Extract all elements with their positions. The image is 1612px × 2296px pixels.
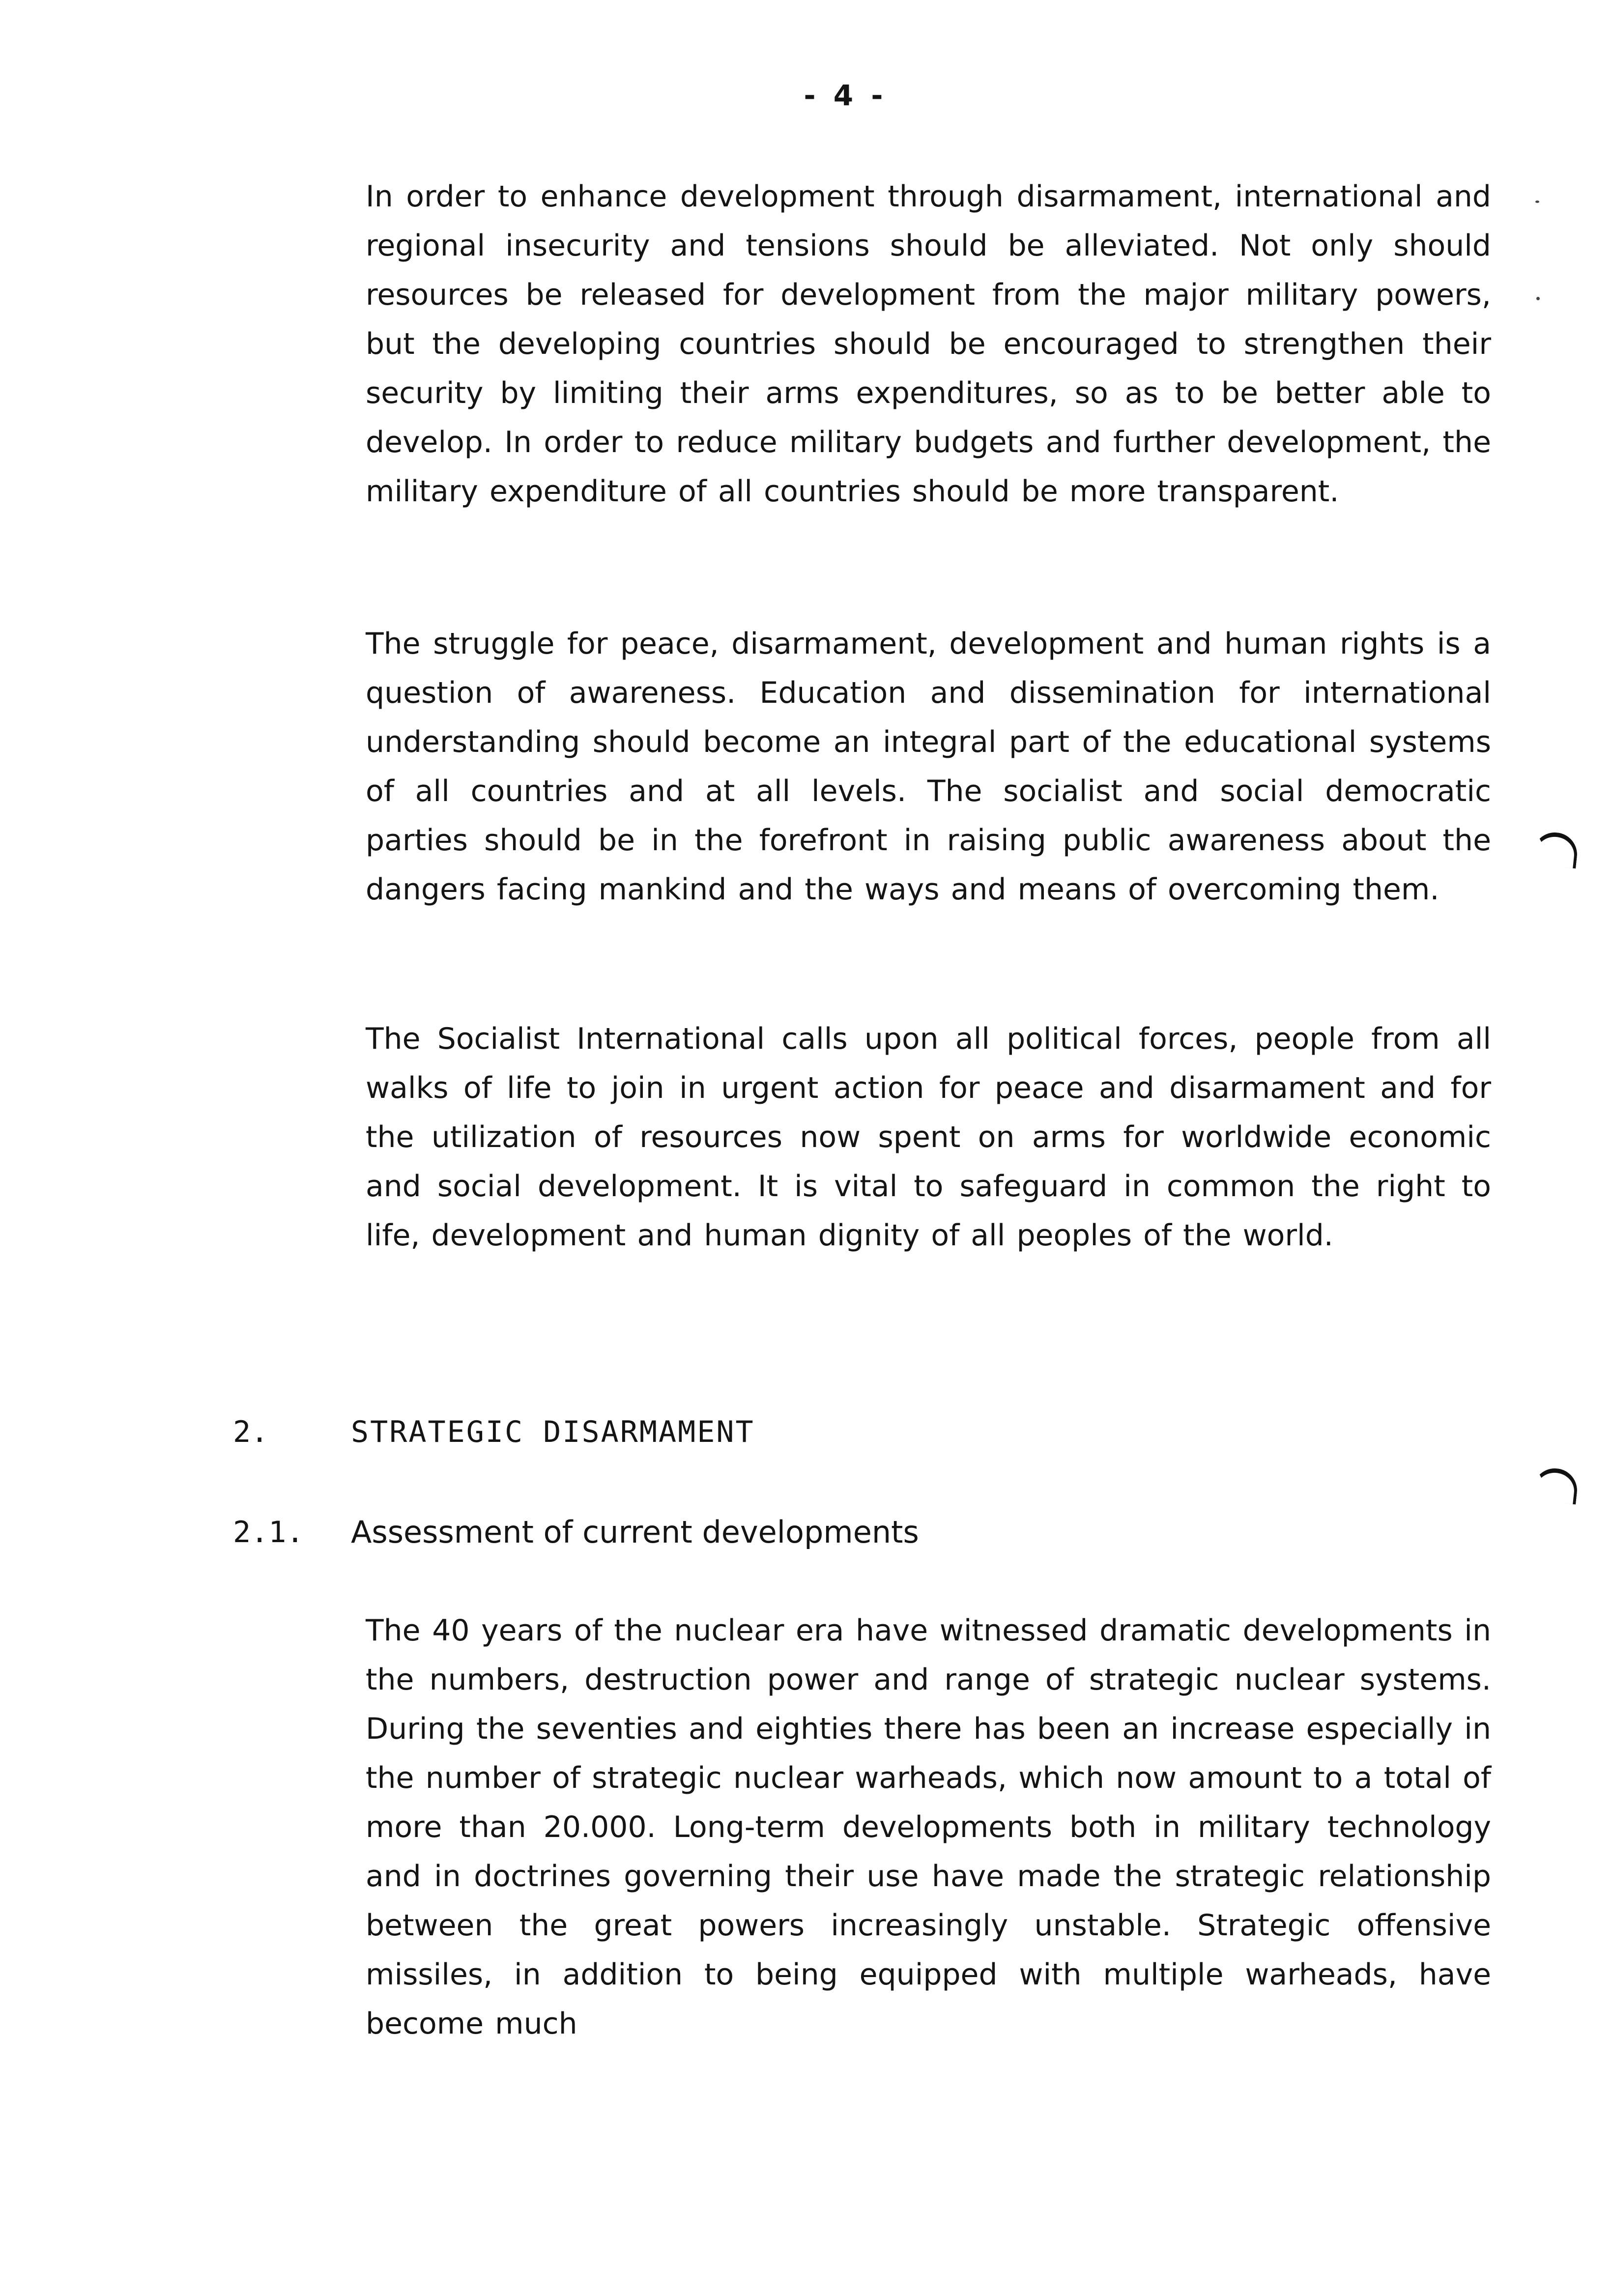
hole-punch-arc-mark (1532, 1466, 1580, 1504)
subsection-title: Assessment of current developments (351, 1514, 919, 1550)
paragraph-2: The struggle for peace, disarmament, development and human rights is a question of awareness. Education and dissemination for international understanding should become an integral part of the educational systems of all countries and at all levels. The socialist and social democratic parties should be in the forefront in raising public awareness about the dangers facing mankind and the ways and means of overcoming them. (366, 627, 1491, 907)
paragraph-3: The Socialist International calls upon all political forces, people from all walks of life to join in urgent action for peace and disarmament and for the utilization of resources now spent on arms for worldwide economic and social development. It is vital to safeguard in common the right to life, development and human dignity of all peoples of the world. (366, 1022, 1491, 1253)
subsection-number: 2.1. (233, 1515, 304, 1550)
page-number: - 4 - (804, 79, 887, 112)
hole-punch-arc-mark (1532, 830, 1580, 868)
scan-speck (1536, 297, 1540, 300)
paragraph-4: The 40 years of the nuclear era have witnessed dramatic developments in the numbers, destruction power and range of strategic nuclear systems. During the seventies and eighties there has been an increase especially in the number of strategic nuclear warheads, which now amount to a total of more than 20.000. Long-term developments both in military technology and in doctrines governing their use have made the strategic relationship between the great powers increasingly unstable. Strategic offensive missiles, in addition to being equipped with multiple warheads, have become much (366, 1613, 1491, 2041)
section-number: 2. (233, 1415, 269, 1449)
paragraph-1: In order to enhance development through disarmament, international and regional insecurity and tensions should be alleviated. Not only should resources be released for development from the major military powers, but the developing countries should be encouraged to strengthen their security by limiting their arms expenditures, so as to be better able to develop. In order to reduce military budgets and further development, the military expenditure of all countries should be more transparent. (366, 179, 1491, 509)
section-title: STRATEGIC DISARMAMENT (351, 1415, 755, 1449)
scan-speck (1535, 201, 1539, 203)
